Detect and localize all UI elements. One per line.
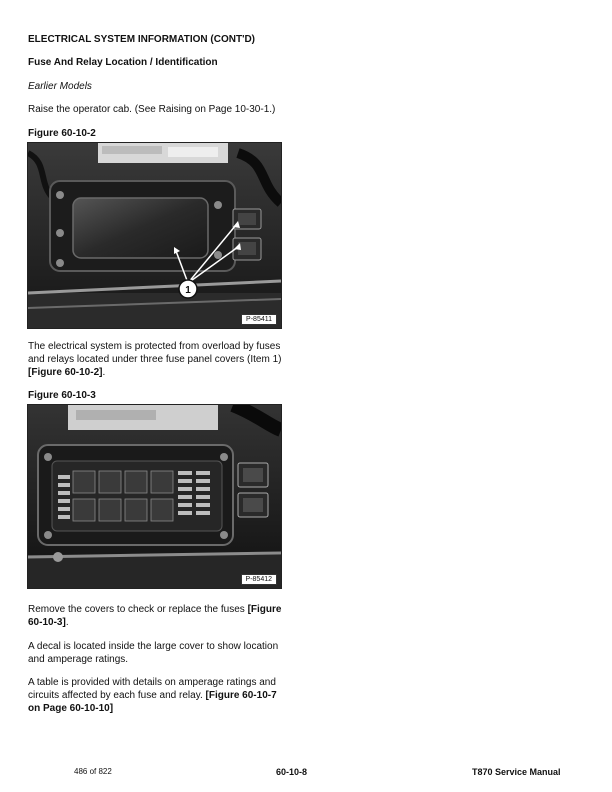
figure-photo-1 bbox=[27, 142, 282, 329]
fuse-panel-covers-photo bbox=[28, 143, 281, 328]
figure-photo-2 bbox=[27, 404, 282, 589]
figure-reference: [Figure 60-10-3] bbox=[28, 604, 282, 628]
photo-id-1: P-85411 bbox=[241, 314, 277, 325]
figure-reference: [Figure 60-10-7 on Page 60-10-10] bbox=[28, 690, 277, 714]
callout-label: 1 bbox=[185, 285, 191, 296]
paragraph-end: . bbox=[102, 367, 106, 378]
figure-reference: [Figure 60-10-2] bbox=[28, 367, 103, 378]
page-count: 486 of 822 bbox=[74, 767, 112, 776]
models-label: Earlier Models bbox=[28, 81, 92, 92]
paragraph-text: The electrical system is protected from overload by fuses and relays located under three fuse panel covers (Item 1) bbox=[28, 341, 282, 365]
subsection-title: Fuse And Relay Location / Identification bbox=[28, 57, 218, 68]
paragraph-table bbox=[28, 676, 282, 715]
paragraph-protection bbox=[28, 340, 282, 379]
section-title: ELECTRICAL SYSTEM INFORMATION (CONT'D) bbox=[28, 34, 255, 45]
manual-title: T870 Service Manual bbox=[472, 767, 561, 777]
figure-caption-1: Figure 60-10-2 bbox=[28, 128, 96, 139]
paragraph-remove-covers bbox=[28, 603, 282, 629]
photo-id-2: P-85412 bbox=[241, 574, 277, 585]
paragraph-text: Remove the covers to check or replace the fuses bbox=[28, 604, 248, 615]
fuse-panel-open-photo bbox=[28, 405, 281, 588]
figure-caption-2: Figure 60-10-3 bbox=[28, 390, 96, 401]
paragraph-text: A table is provided with details on amperage ratings and circuits affected by each fuse and relay. bbox=[28, 677, 276, 701]
page-number: 60-10-8 bbox=[276, 767, 308, 777]
step-raise-cab: Raise the operator cab. (See Raising on Page 10-30-1.) bbox=[28, 104, 276, 115]
paragraph-end: . bbox=[65, 617, 69, 628]
paragraph-decal: A decal is located inside the large cover to show location and amperage ratings. bbox=[28, 641, 279, 665]
